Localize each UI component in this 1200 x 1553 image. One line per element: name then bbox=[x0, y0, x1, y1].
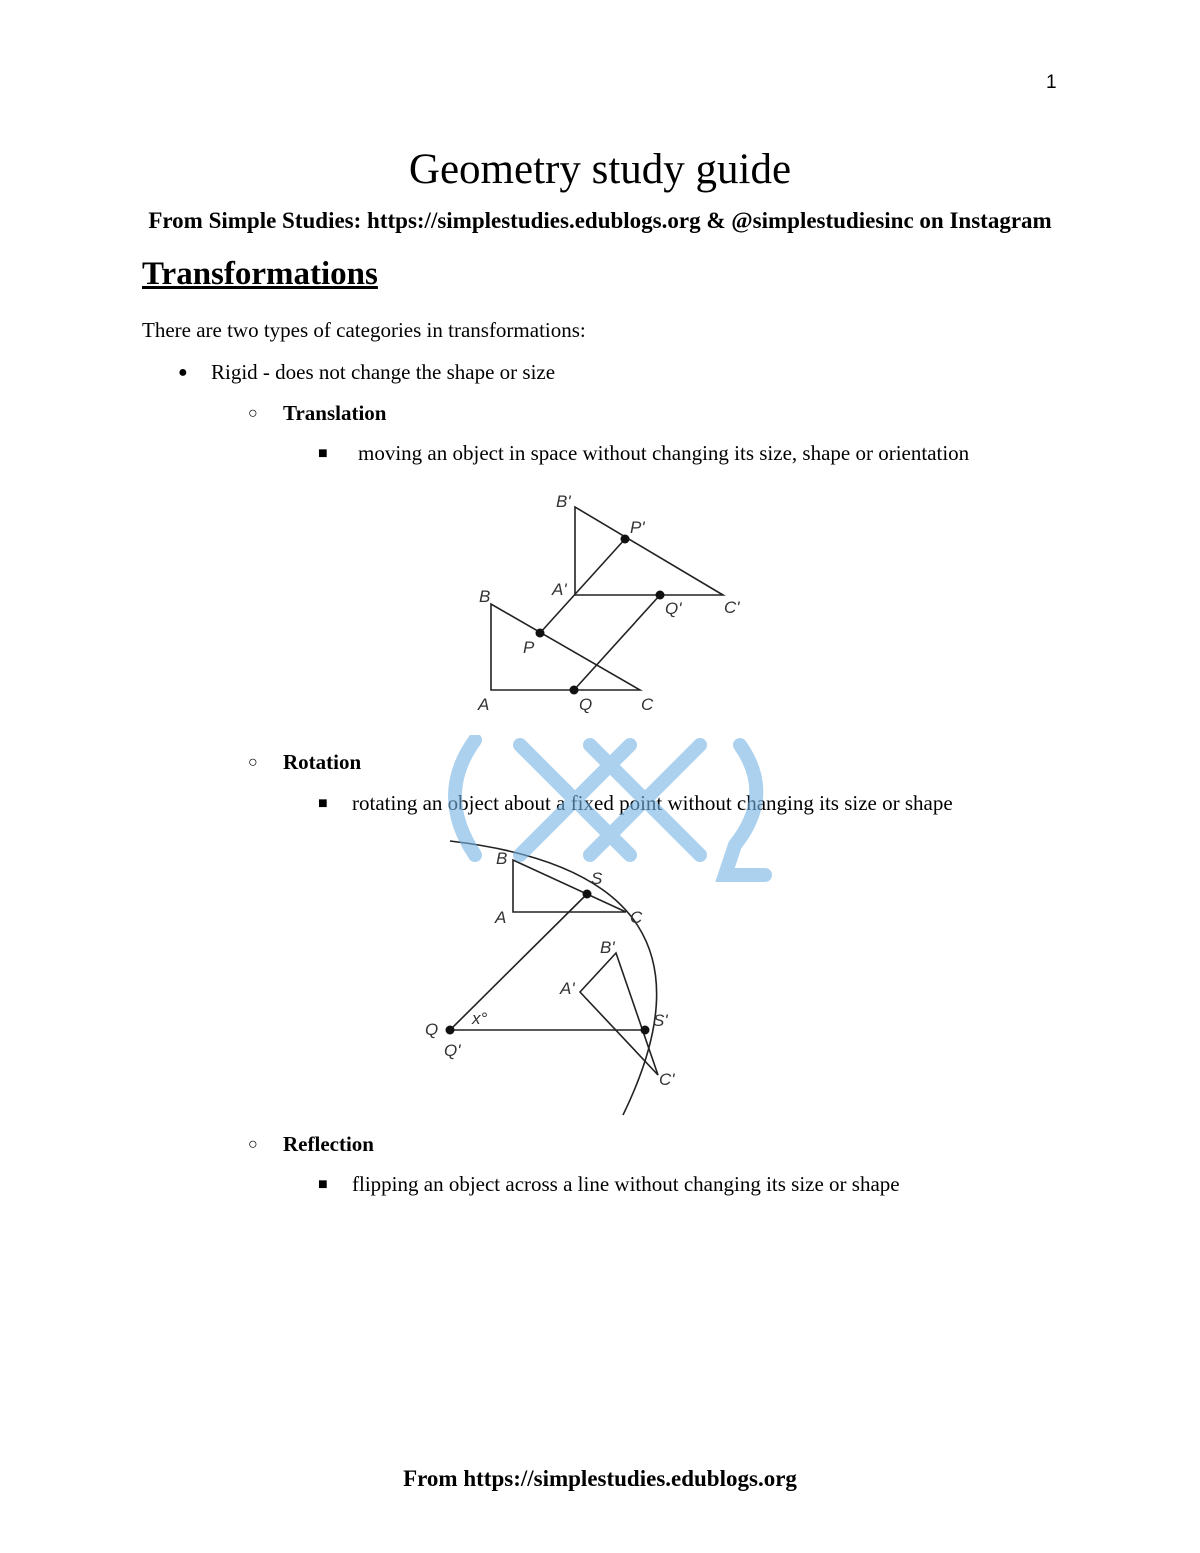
label-p: P bbox=[523, 638, 535, 657]
label-c-prime: C' bbox=[659, 1070, 675, 1089]
label-c-prime: C' bbox=[724, 598, 740, 617]
bullet-circle-icon: ○ bbox=[248, 405, 258, 422]
label-q: Q bbox=[579, 695, 593, 714]
label-a: A bbox=[478, 695, 490, 714]
intro-text: There are two types of categories in transformations: bbox=[142, 318, 586, 342]
label-b-prime: B' bbox=[556, 492, 571, 511]
translation-description: moving an object in space without changing its size, shape or orientation bbox=[358, 441, 970, 465]
label-x-angle: x° bbox=[472, 1009, 488, 1028]
bullet-square-icon: ■ bbox=[318, 795, 328, 812]
bullet-square-icon: ■ bbox=[318, 1176, 328, 1193]
footer: From https://simplestudies.edublogs.org bbox=[403, 1466, 797, 1491]
reflection-description: flipping an object across a line without changing its size or shape bbox=[352, 1172, 900, 1196]
label-q-prime: Q' bbox=[444, 1041, 461, 1060]
list-item-rigid: Rigid - does not change the shape or size bbox=[211, 360, 556, 384]
label-a-prime: A' bbox=[552, 580, 567, 599]
label-a-prime: A' bbox=[560, 979, 575, 998]
list-item-reflection: Reflection bbox=[283, 1132, 374, 1156]
label-c: C bbox=[641, 695, 654, 714]
page-title: Geometry study guide bbox=[408, 146, 792, 193]
translation-figure bbox=[460, 485, 760, 720]
label-b: B bbox=[479, 587, 491, 606]
label-s-prime: S' bbox=[653, 1011, 668, 1030]
bullet-circle-icon: ○ bbox=[248, 754, 258, 771]
bullet-square-icon: ■ bbox=[318, 445, 328, 462]
label-b: B bbox=[496, 849, 508, 868]
bullet-dot-icon: ● bbox=[178, 364, 188, 381]
bullet-circle-icon: ○ bbox=[248, 1136, 258, 1153]
label-b-prime: B' bbox=[600, 938, 615, 957]
label-p-prime: P' bbox=[630, 518, 645, 537]
subtitle: From Simple Studies: https://simplestudies.edublogs.org & @simplestudiesinc on Instagram bbox=[148, 208, 1052, 233]
list-item-translation: Translation bbox=[283, 401, 387, 425]
label-a: A bbox=[495, 908, 507, 927]
label-q-prime: Q' bbox=[665, 599, 682, 618]
section-heading: Transformations bbox=[142, 256, 378, 292]
label-c: C bbox=[630, 908, 643, 927]
list-item-rotation: Rotation bbox=[283, 750, 362, 774]
label-s: S bbox=[591, 869, 603, 888]
watermark-logo-icon bbox=[430, 735, 775, 885]
page-number: 1 bbox=[1046, 72, 1057, 93]
label-q: Q bbox=[425, 1020, 439, 1039]
rotation-description: rotating an object about a fixed point without changing its size or shape bbox=[352, 791, 953, 815]
